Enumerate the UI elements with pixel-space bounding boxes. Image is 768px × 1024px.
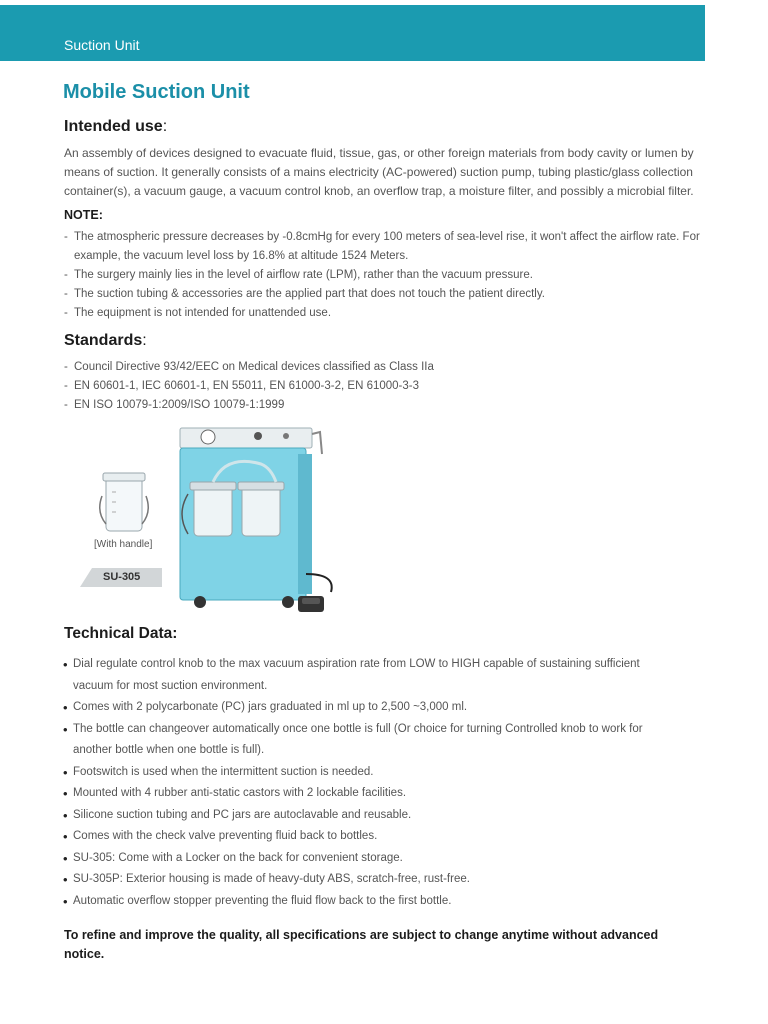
technical-data-heading: Technical Data:: [64, 625, 178, 642]
technical-data-list: [63, 654, 663, 912]
note-heading: NOTE:: [64, 208, 103, 222]
technical-item: • Comes with 2 polycarbonate (PC) jars graduated in ml up to 2,500 ~3,000 ml.: [63, 697, 663, 719]
standard-item: - EN 60601-1, IEC 60601-1, EN 55011, EN 61000-3-2, EN 61000-3-3: [64, 377, 744, 396]
footer-notice: To refine and improve the quality, all specifications are subject to change anytime without advanced notice.: [64, 928, 659, 961]
header-title: Suction Unit: [64, 37, 140, 53]
jar-caption: [With handle]: [94, 539, 153, 550]
intended-use-text: An assembly of devices designed to evacuate fluid, tissue, gas, or other foreign materials from body cavity or lumen by means of suction. It generally consists of a mains electricity (AC-powered) suction pump, tubing plastic/glass collection container(s), a vacuum gauge, a vacuum control knob, an overflow trap, a moisture filter, and possibly a microbial filter.: [64, 146, 694, 198]
standard-item: - Council Directive 93/42/EEC on Medical devices classified as Class IIa: [64, 358, 744, 377]
technical-item: • Automatic overflow stopper preventing the fluid flow back to the first bottle.: [63, 891, 663, 913]
intended-use-heading-text: Intended use: [64, 118, 163, 135]
model-label: SU-305: [103, 571, 141, 583]
note-item: - The equipment is not intended for unattended use.: [64, 304, 744, 323]
technical-item: • Silicone suction tubing and PC jars are autoclavable and reusable.: [63, 805, 663, 827]
technical-item: • Mounted with 4 rubber anti-static castors with 2 lockable facilities.: [63, 783, 663, 805]
standards-colon: :: [142, 332, 147, 349]
standards-heading: [64, 332, 147, 350]
suction-unit-illustration: [76, 424, 346, 620]
technical-item: • SU-305P: Exterior housing is made of heavy-duty ABS, scratch-free, rust-free.: [63, 869, 663, 891]
standards-heading-text: Standards: [64, 332, 143, 349]
note-list: [64, 228, 744, 323]
standards-list: [64, 358, 744, 415]
intended-use-colon: :: [162, 118, 168, 135]
note-item: - The surgery mainly lies in the level of airflow rate (LPM), rather than the vacuum pressure.: [64, 266, 744, 285]
technical-item: • Dial regulate control knob to the max vacuum aspiration rate from LOW to HIGH capable of sustaining sufficient vacuum for most suction environment.: [63, 654, 663, 697]
jar-with-handle-icon: [100, 473, 149, 531]
technical-item: • The bottle can changeover automatically once one bottle is full (Or choice for turning Controlled knob to work for another bottle when one bottle is full).: [63, 719, 663, 762]
standard-item: - EN ISO 10079-1:2009/ISO 10079-1:1999: [64, 396, 744, 415]
note-item: - The suction tubing & accessories are the applied part that does not touch the patient directly.: [64, 285, 744, 304]
technical-item: • Comes with the check valve preventing fluid back to bottles.: [63, 826, 663, 848]
note-item: - The atmospheric pressure decreases by -0.8cmHg for every 100 meters of sea-level rise, it won't affect the airflow rate. For example, the vacuum level loss by 16.8% at altitude 1524 Meters.: [64, 228, 744, 266]
technical-item: • SU-305: Come with a Locker on the back for convenient storage.: [63, 848, 663, 870]
technical-item: • Footswitch is used when the intermittent suction is needed.: [63, 762, 663, 784]
intended-use-heading: [64, 118, 167, 136]
page-title: Mobile Suction Unit: [63, 81, 250, 103]
